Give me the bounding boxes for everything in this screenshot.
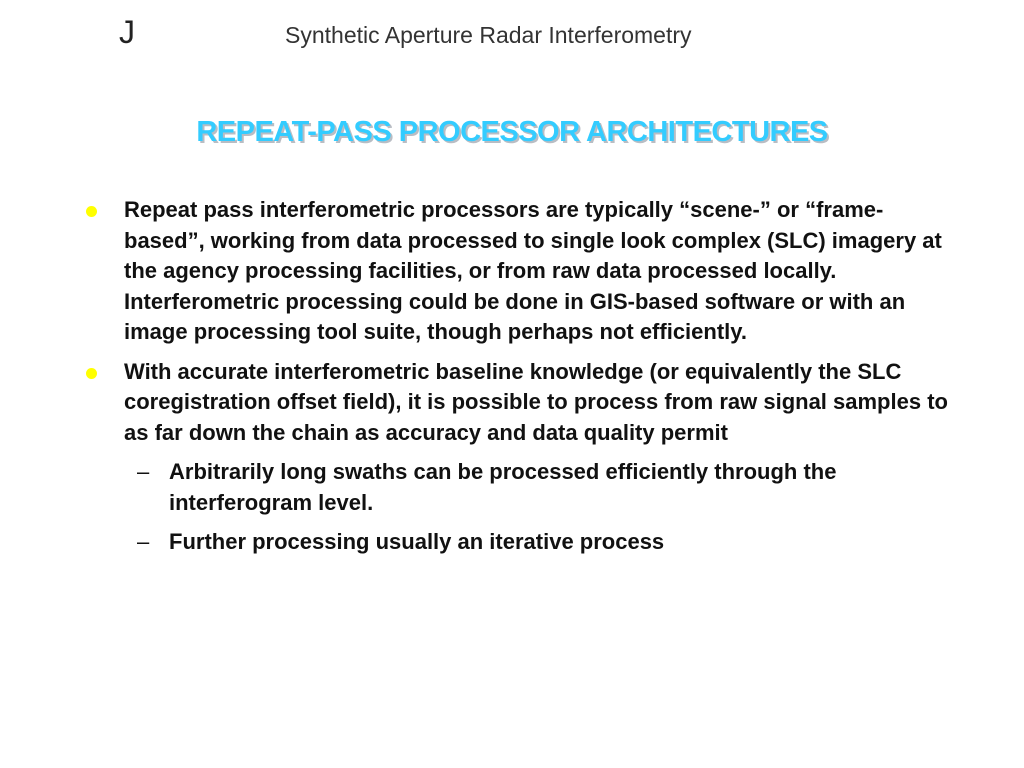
bullet-dot-icon	[86, 206, 97, 217]
header-logo: J	[119, 14, 135, 50]
sub-bullet-text: Further processing usually an iterative process	[169, 529, 665, 554]
bullet-text: With accurate interferometric baseline knowledge (or equivalently the SLC coregistration offset field), it is possible to process from raw signal samples to as far down the chain as accuracy and data quality permit	[124, 358, 948, 445]
bullet-item	[84, 195, 954, 348]
slide-content	[84, 195, 954, 567]
sub-bullet-item	[84, 457, 954, 518]
header-title: Synthetic Aperture Radar Interferometry	[285, 22, 692, 48]
bullet-text: Repeat pass interferometric processors are typically “scene-” or “frame-based”, working from data processed to single look complex (SLC) imagery at the agency processing facilities, or from raw data processed locally. Interferometric processing could be done in GIS-based software or with an image processing tool suite, though perhaps not efficiently.	[124, 197, 942, 344]
sub-bullet-item	[84, 527, 954, 558]
bullet-item	[84, 357, 954, 449]
sub-bullet-text: Arbitrarily long swaths can be processed efficiently through the interferogram level.	[169, 459, 837, 515]
bullet-dot-icon	[86, 368, 97, 379]
dash-icon: –	[137, 529, 150, 554]
slide-title: REPEAT-PASS PROCESSOR ARCHITECTURES	[196, 116, 828, 148]
dash-icon: –	[137, 459, 150, 484]
